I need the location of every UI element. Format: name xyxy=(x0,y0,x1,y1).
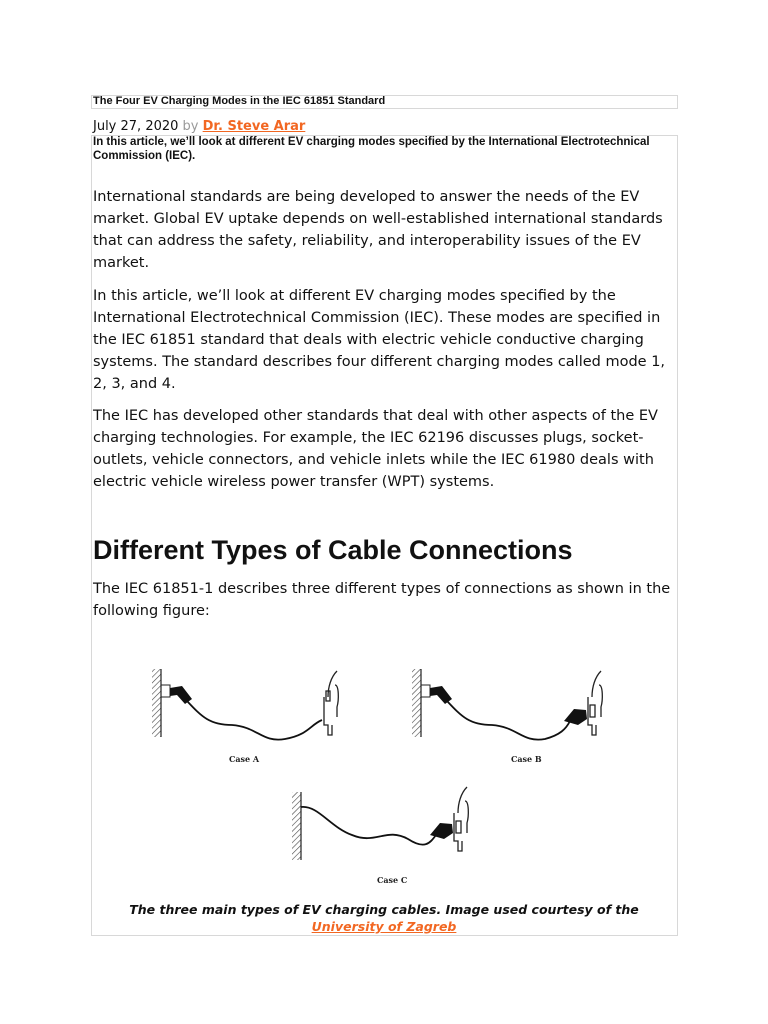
wall-c xyxy=(292,792,301,860)
cable-diagram xyxy=(140,655,630,895)
wall-b xyxy=(412,669,421,737)
byline xyxy=(93,118,305,135)
case-a-diagram xyxy=(152,669,338,740)
case-a-label: Case A xyxy=(229,754,260,764)
section-paragraph: The IEC 61851-1 describes three different types of connections as shown in the following figure: xyxy=(93,581,671,619)
article-summary: In this article, we’ll look at different EV charging modes specified by the International Electrotechnical Commission (IEC). xyxy=(93,136,650,162)
case-b-diagram xyxy=(412,669,602,740)
university-link[interactable]: University of Zagreb xyxy=(311,919,457,934)
cable-a xyxy=(187,701,322,740)
cable-b xyxy=(447,701,570,740)
plug-a xyxy=(170,686,192,704)
cable-c xyxy=(301,807,436,845)
publish-date: July 27, 2020 xyxy=(93,119,179,134)
plug-b-wall xyxy=(430,686,452,704)
vehicle-c xyxy=(454,787,468,851)
plug-b-vehicle xyxy=(564,709,587,725)
body-paragraph-2: In this article, we’ll look at different EV charging modes specified by the International Electrotechnical Commission (IEC). These modes are specified in the IEC 61851 standard that deals with electric vehicle conductive charging systems. The standard describes four different charging modes called mode 1, 2, 3, and 4. xyxy=(93,288,666,392)
figure-caption xyxy=(92,901,676,935)
case-c-label: Case C xyxy=(377,875,408,885)
article-title: The Four EV Charging Modes in the IEC 61851 Standard xyxy=(93,95,386,107)
by-label: by xyxy=(182,119,199,134)
section-heading: Different Types of Cable Connections xyxy=(93,535,573,565)
case-b-label: Case B xyxy=(511,754,542,764)
body-paragraph-1: International standards are being developed to answer the needs of the EV market. Global EV uptake depends on well-established international standards that can address the safety, reliability, and interoperability issues of the EV market. xyxy=(93,189,663,271)
caption-text: The three main types of EV charging cables. Image used courtesy of the xyxy=(129,902,639,917)
vehicle-a xyxy=(324,671,338,735)
cable-connection-figure xyxy=(140,655,630,895)
author-link[interactable]: Dr. Steve Arar xyxy=(202,119,306,134)
vehicle-b xyxy=(588,671,602,735)
wall-a xyxy=(152,669,161,737)
case-c-diagram xyxy=(292,787,468,860)
body-paragraph-3: The IEC has developed other standards that deal with other aspects of the EV charging technologies. For example, the IEC 62196 discusses plugs, socket-outlets, vehicle connectors, and vehicle inlets while the IEC 61980 deals with electric vehicle wireless power transfer (WPT) systems. xyxy=(93,408,658,490)
plug-c-vehicle xyxy=(430,823,453,839)
